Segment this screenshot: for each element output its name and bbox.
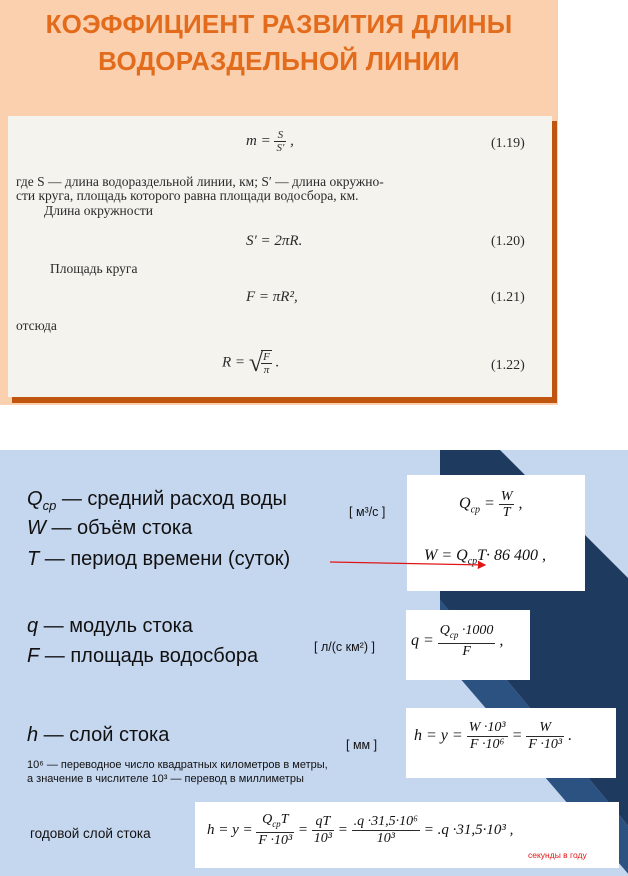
f3-num-tail: ·1000	[458, 623, 494, 638]
f5-denominator-3: 10³	[376, 830, 395, 846]
eq4-numerator: F	[263, 351, 270, 363]
f5-lhs: h = y =	[207, 821, 253, 838]
note-line-2: а значение в числителе 10³ — перевод в миллиметры	[27, 773, 304, 785]
label-h	[27, 724, 169, 747]
h-symbol: h	[27, 724, 39, 746]
red-arrow-line	[330, 562, 485, 565]
label-w	[27, 517, 192, 540]
f4-denominator-1: F ·10⁶	[469, 737, 505, 752]
formula-annual-layer	[207, 812, 513, 849]
formula-box-modulus	[406, 610, 530, 680]
label-t	[27, 548, 290, 571]
formula-q	[411, 623, 503, 660]
f3-numerator	[438, 623, 496, 644]
f3-denominator: F	[462, 643, 471, 659]
label-qcp	[27, 488, 287, 513]
formula-qcp	[459, 489, 522, 520]
red-arrow-connector	[300, 550, 490, 570]
formula-box-discharge	[407, 475, 585, 591]
q-symbol: q	[27, 615, 39, 637]
conversion-note	[27, 758, 328, 786]
f5-tail: .q ·31,5·10³ ,	[437, 821, 514, 838]
slide-title	[0, 6, 558, 80]
scan-text-circumference: Длина окружности	[44, 203, 153, 218]
f-text: — площадь водосбора	[39, 645, 259, 667]
t-symbol: T	[27, 548, 40, 570]
eq1-denominator: S′	[276, 142, 285, 154]
f5-eq-1: =	[297, 821, 309, 838]
equation-number-1-19: (1.19)	[491, 136, 525, 151]
eq4-denominator: π	[263, 364, 270, 376]
h-text: — слой стока	[38, 724, 170, 746]
f5-num1-sym: Q	[262, 812, 273, 827]
f1-eq: =	[484, 495, 495, 513]
equation-number-1-21: (1.21)	[491, 290, 525, 305]
note-line-1: 10⁶ — переводное число квадратных километров в метры,	[27, 759, 328, 771]
equation-1-22	[222, 348, 279, 378]
q-text: — модуль стока	[38, 615, 193, 637]
f5-numerator-2: qT	[312, 814, 334, 831]
f4-tail: .	[568, 727, 573, 745]
f3-fraction	[438, 623, 496, 660]
sqrt-sign: √	[248, 348, 264, 377]
eq4-fraction	[261, 350, 272, 376]
f2-tail: T· 86 400 ,	[477, 547, 547, 564]
label-f	[27, 645, 258, 668]
eq1-fraction	[274, 129, 286, 154]
unit-runoff-modulus: [ л/(с км²) ]	[314, 640, 375, 654]
t-text: — период времени (суток)	[39, 548, 291, 570]
f1-lhs: Q	[459, 495, 471, 513]
f5-fraction-1	[256, 812, 294, 849]
w-text: — объём стока	[45, 517, 193, 539]
qcp-subscript: cp	[42, 498, 57, 513]
f5-fraction-3	[352, 814, 420, 847]
f5-denominator-1: F ·10³	[258, 832, 293, 848]
w-symbol: W	[27, 517, 46, 539]
bottom-slide	[0, 450, 628, 876]
f-symbol: F	[27, 645, 40, 667]
title-line-2: ВОДОРАЗДЕЛЬНОЙ ЛИНИИ	[98, 46, 460, 76]
eq1-tail: ,	[290, 132, 294, 149]
f3-num-sym: Q	[439, 623, 450, 638]
formula-h	[414, 720, 572, 753]
annual-layer-label: годовой слой стока	[30, 826, 151, 841]
formula-box-layer	[406, 708, 616, 778]
eq1-numerator: S	[274, 129, 286, 142]
eq4-tail: .	[275, 354, 280, 371]
equation-number-1-22: (1.22)	[491, 358, 525, 373]
f2-text: W = Q	[424, 547, 468, 564]
f1-tail: ,	[518, 495, 523, 513]
scan-text-line-1: где S — длина водораздельной линии, км; S′ — длина окружно-	[16, 174, 384, 189]
unit-mm: [ мм ]	[346, 738, 378, 752]
equation-1-19	[246, 129, 294, 154]
equation-1-20: S′ = 2πR.	[246, 233, 303, 249]
f5-num1-sub: ср	[272, 818, 281, 829]
f5-num1-tail: T	[280, 812, 289, 827]
f5-denominator-2: 10³	[313, 830, 332, 846]
textbook-scan	[8, 116, 552, 397]
equation-1-21: F = πR²,	[246, 289, 298, 305]
f1-denominator: T	[502, 505, 511, 520]
formula-box-annual	[195, 802, 619, 868]
f5-fraction-2	[312, 814, 334, 847]
scan-text-line-2: сти круга, площадь которого равна площади водосбора, км.	[16, 188, 359, 203]
unit-discharge: [ м³/с ]	[349, 505, 386, 519]
f4-eq: =	[511, 727, 523, 745]
f4-fraction-2	[526, 720, 564, 753]
f5-eq-3: =	[423, 821, 434, 838]
eq1-lhs: m =	[246, 132, 271, 149]
label-q	[27, 615, 193, 638]
f4-numerator-1: W ·10³	[468, 720, 506, 735]
f1-sub: ср	[470, 504, 481, 516]
f5-numerator-1	[256, 812, 294, 833]
title-line-1: КОЭФФИЦИЕНТ РАЗВИТИЯ ДЛИНЫ	[45, 9, 513, 39]
f3-num-sub: ср	[449, 629, 459, 640]
eq4-lhs: R =	[222, 354, 246, 371]
f4-lhs: h = y =	[414, 727, 463, 745]
qcp-symbol: Q	[27, 488, 43, 510]
f4-denominator-2: F ·10³	[528, 737, 563, 752]
f3-lhs: q =	[411, 632, 434, 650]
f1-numerator: W	[500, 489, 513, 504]
f1-fraction	[499, 489, 515, 520]
seconds-per-year-note: секунды в году	[528, 850, 587, 860]
scan-text-circle-area: Площадь круга	[50, 261, 138, 276]
qcp-text: — средний расход воды	[56, 488, 287, 510]
equation-number-1-20: (1.20)	[491, 234, 525, 249]
f4-numerator-2: W	[526, 720, 564, 737]
f3-tail: ,	[499, 632, 504, 650]
f5-numerator-3: .q ·31,5·10⁶	[353, 813, 418, 829]
f4-fraction-1	[467, 720, 508, 753]
scan-text-hence: отсюда	[16, 318, 57, 333]
f2-sub: ср	[467, 556, 478, 568]
f5-eq-2: =	[337, 821, 348, 838]
